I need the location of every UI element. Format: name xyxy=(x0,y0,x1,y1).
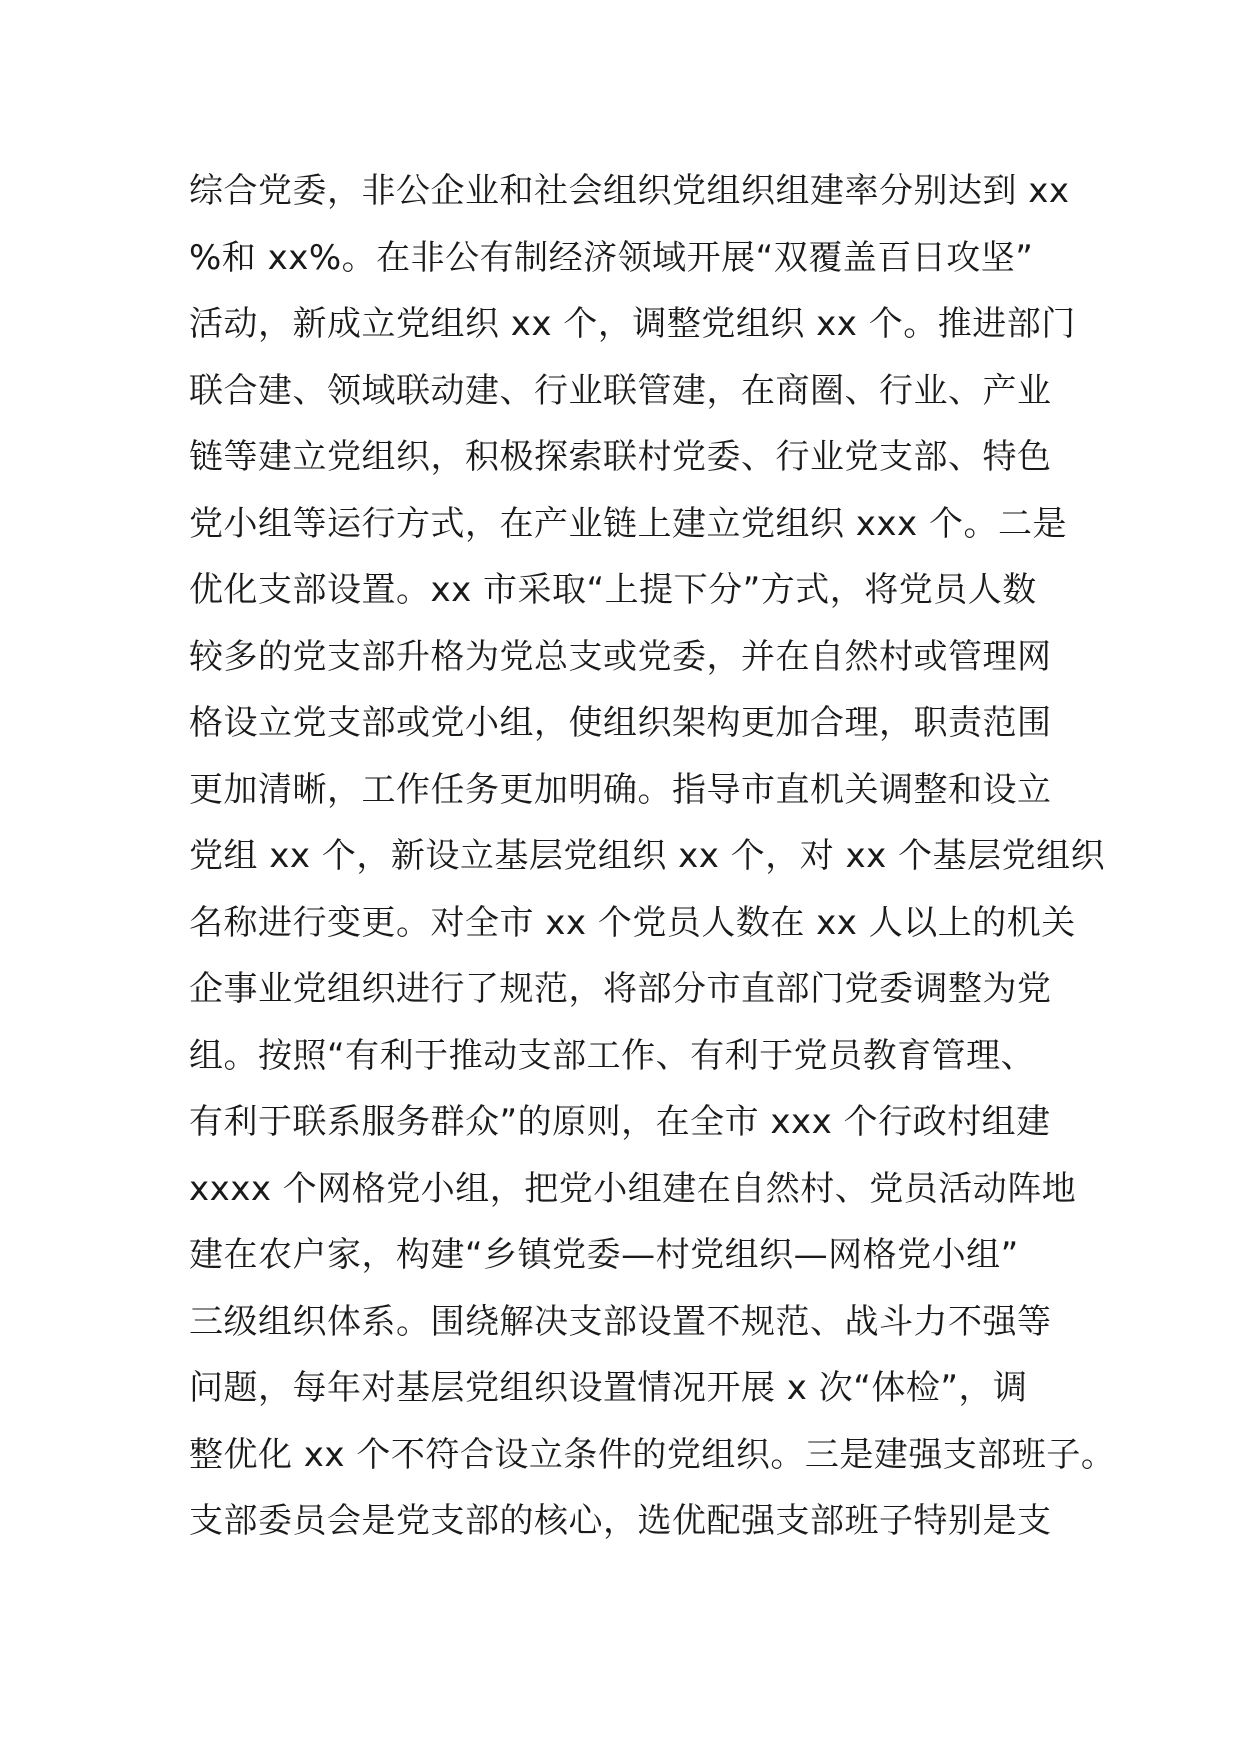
text-line: 三级组织体系。围绕解决支部设置不规范、战斗力不强等 xyxy=(189,1301,1052,1342)
text-line: 格设立党支部或党小组，使组织架构更加合理，职责范围 xyxy=(189,703,1052,743)
text-line: 名称进行变更。对全市 xx 个党员人数在 xx 人以上的机关 xyxy=(189,902,1076,943)
text-line: 整优化 xx 个不符合设立条件的党组织。三是建强支部班子。 xyxy=(189,1434,1116,1475)
text-line: 有利于联系服务群众”的原则，在全市 xxx 个行政村组建 xyxy=(189,1102,1051,1142)
text-line: 支部委员会是党支部的核心，选优配强支部班子特别是支 xyxy=(189,1501,1052,1541)
text-line: %和 xx%。在非公有制经济领域开展“双覆盖百日攻坚” xyxy=(189,237,1034,278)
text-line: 综合党委，非公企业和社会组织党组织组建率分别达到 xx xyxy=(189,171,1070,211)
text-line: 企事业党组织进行了规范，将部分市直部门党委调整为党 xyxy=(189,969,1052,1009)
text-line: 更加清晰，工作任务更加明确。指导市直机关调整和设立 xyxy=(189,769,1052,810)
text-line: 较多的党支部升格为党总支或党委，并在自然村或管理网 xyxy=(189,636,1052,677)
text-line: xxxx 个网格党小组，把党小组建在自然村、党员活动阵地 xyxy=(189,1168,1077,1209)
text-line: 党组 xx 个，新设立基层党组织 xx 个，对 xx 个基层党组织 xyxy=(189,836,1106,876)
text-line: 联合建、领域联动建、行业联管建，在商圈、行业、产业 xyxy=(189,370,1052,411)
text-line: 活动，新成立党组织 xx 个，调整党组织 xx 个。推进部门 xyxy=(189,304,1076,344)
body-paragraph xyxy=(189,158,1116,1555)
text-line: 优化支部设置。xx 市采取“上提下分”方式，将党员人数 xyxy=(189,570,1037,610)
text-line: 组。按照“有利于推动支部工作、有利于党员教育管理、 xyxy=(189,1035,1036,1076)
text-line: 问题，每年对基层党组织设置情况开展 x 次“体检”，调 xyxy=(189,1368,1028,1408)
text-line: 链等建立党组织，积极探索联村党委、行业党支部、特色 xyxy=(189,437,1052,477)
text-line: 建在农户家，构建“乡镇党委—村党组织—网格党小组” xyxy=(189,1235,1019,1275)
text-line: 党小组等运行方式，在产业链上建立党组织 xxx 个。二是 xyxy=(189,503,1067,544)
